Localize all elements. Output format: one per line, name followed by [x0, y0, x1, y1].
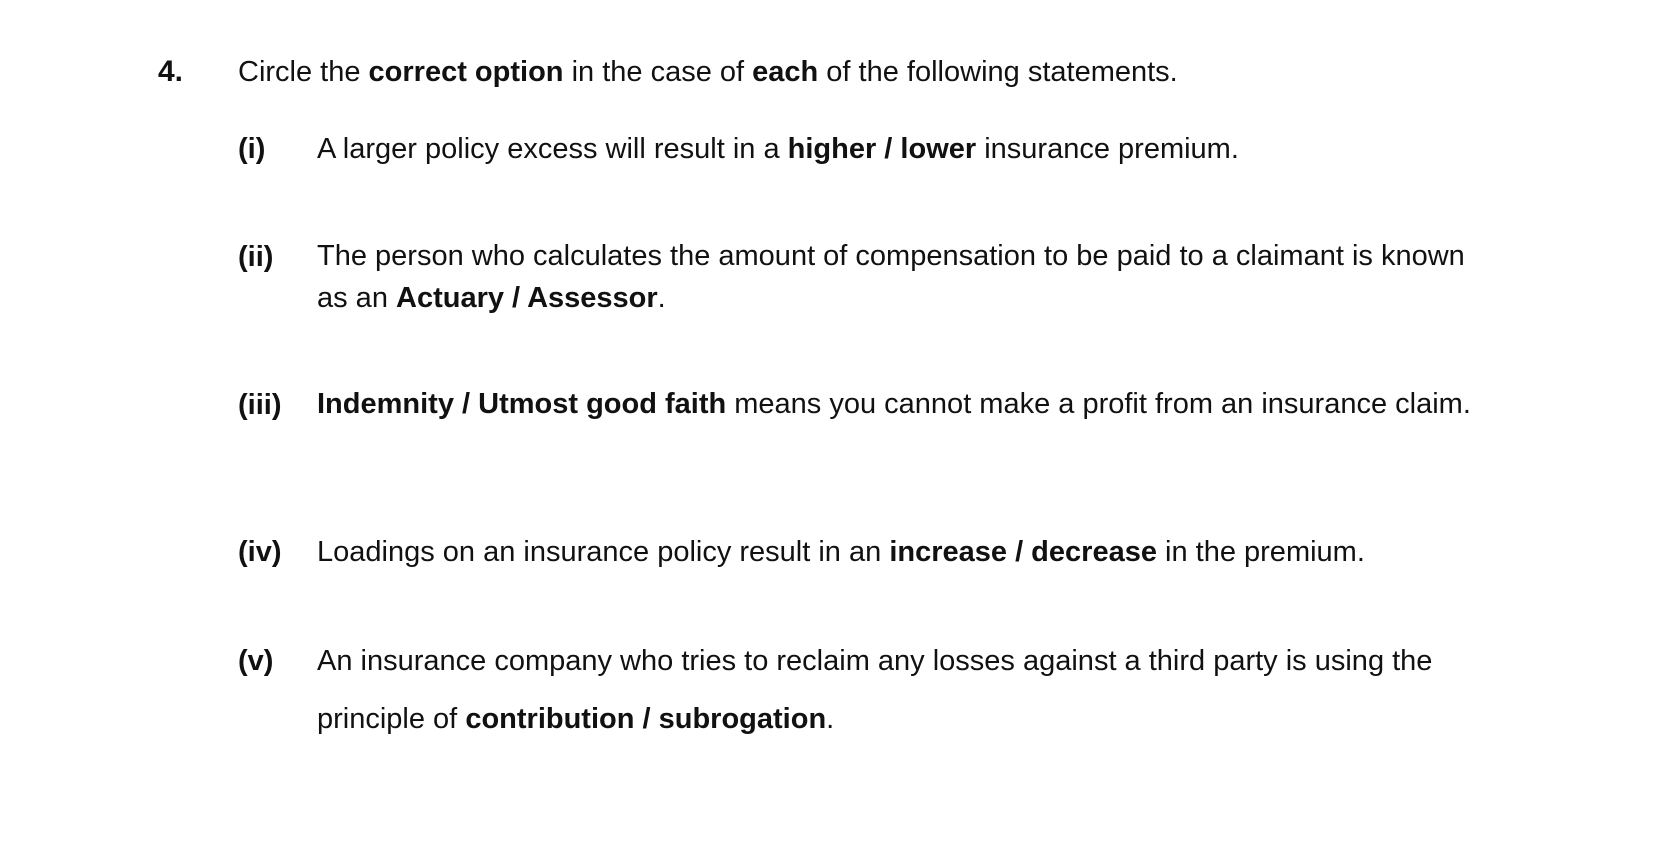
- statement-i: [317, 128, 1477, 170]
- statement-text: in the premium.: [1156, 536, 1365, 568]
- statement-text: A larger policy excess will result in a: [317, 133, 788, 165]
- question-instruction: [238, 52, 1178, 92]
- statement-text: means you cannot make a profit from an insurance claim.: [726, 388, 1471, 420]
- statement-text: An insurance company who tries to reclaim any losses against a third party is using the principle of: [317, 645, 1433, 735]
- item-label-i: (i): [238, 133, 266, 165]
- instruction-emphasis: correct option: [368, 56, 564, 88]
- option-choice-i[interactable]: higher / lower: [787, 133, 977, 165]
- option-choice-iv[interactable]: increase / decrease: [889, 536, 1157, 568]
- question-number: 4.: [158, 55, 184, 88]
- statement-v: [317, 632, 1477, 748]
- statement-iii: [317, 383, 1477, 425]
- item-label-ii: (ii): [238, 241, 274, 273]
- item-label-v: (v): [238, 645, 274, 677]
- instruction-text: of the following statements.: [818, 56, 1178, 88]
- option-choice-ii[interactable]: Actuary / Assessor: [396, 282, 658, 314]
- item-label-iv: (iv): [238, 536, 282, 568]
- item-label-iii: (iii): [238, 389, 282, 421]
- statement-text: The person who calculates the amount of compensation to be paid to a claimant is known as an: [317, 240, 1465, 314]
- statement-text: .: [826, 703, 835, 735]
- statement-text: .: [657, 282, 666, 314]
- statement-text: insurance premium.: [976, 133, 1239, 165]
- instruction-text: in the case of: [563, 56, 753, 88]
- statement-ii: [317, 235, 1477, 319]
- statement-text: Loadings on an insurance policy result in an: [317, 536, 890, 568]
- instruction-emphasis: each: [752, 56, 819, 88]
- instruction-text: Circle the: [238, 56, 369, 88]
- option-choice-iii[interactable]: Indemnity / Utmost good faith: [317, 388, 727, 420]
- statement-iv: [317, 531, 1477, 573]
- option-choice-v[interactable]: contribution / subrogation: [465, 703, 827, 735]
